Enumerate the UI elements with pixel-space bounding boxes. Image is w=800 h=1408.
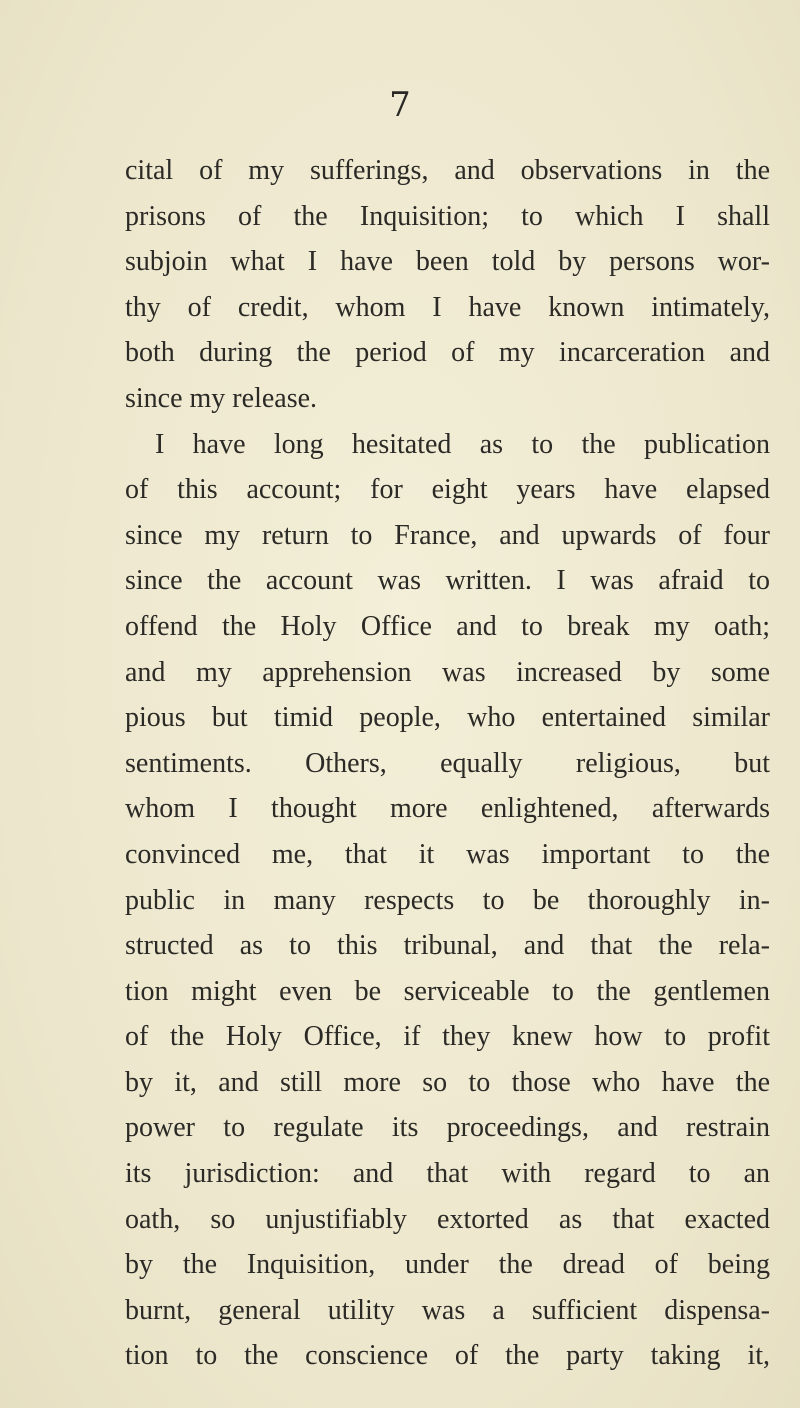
text-line: public in many respects to be thoroughly in-	[125, 884, 770, 916]
text-line: thy of credit, whom I have known intimately,	[125, 291, 770, 323]
text-line: since my release.	[125, 382, 318, 414]
text-line: by the Inquisition, under the dread of being	[125, 1249, 770, 1281]
text-line: since the account was written. I was afraid to	[125, 565, 770, 597]
text-line: of the Holy Office, if they knew how to profit	[125, 1021, 770, 1053]
text-line: its jurisdiction: and that with regard to an	[125, 1158, 770, 1190]
text-line: I have long hesitated as to the publication	[155, 428, 770, 460]
text-line: pious but timid people, who entertained similar	[125, 702, 770, 734]
text-line: of this account; for eight years have elapsed	[125, 474, 770, 506]
text-line: prisons of the Inquisition; to which I shall	[125, 200, 770, 232]
text-line: convinced me, that it was important to the	[125, 838, 770, 870]
text-line: and my apprehension was increased by some	[125, 656, 770, 688]
text-line: subjoin what I have been told by persons wor-	[125, 246, 770, 278]
text-line: sentiments. Others, equally religious, but	[125, 747, 770, 779]
body-text	[125, 148, 770, 1379]
page-number: 7	[389, 85, 411, 125]
text-line: since my return to France, and upwards of four	[125, 519, 770, 551]
text-line: structed as to this tribunal, and that the rela-	[125, 930, 770, 962]
text-line: oath, so unjustifiably extorted as that exacted	[125, 1203, 770, 1235]
text-line: whom I thought more enlightened, afterwards	[125, 793, 770, 825]
text-line: burnt, general utility was a sufficient dispensa-	[125, 1294, 770, 1326]
text-line: power to regulate its proceedings, and restrain	[125, 1112, 770, 1144]
text-line: by it, and still more so to those who have the	[125, 1066, 770, 1098]
text-line: offend the Holy Office and to break my oath;	[125, 610, 770, 642]
text-line: both during the period of my incarceration and	[125, 337, 770, 369]
text-line: tion might even be serviceable to the gentlemen	[125, 975, 770, 1007]
text-line: cital of my sufferings, and observations in the	[125, 155, 770, 186]
text-line: tion to the conscience of the party taking it,	[125, 1340, 770, 1372]
